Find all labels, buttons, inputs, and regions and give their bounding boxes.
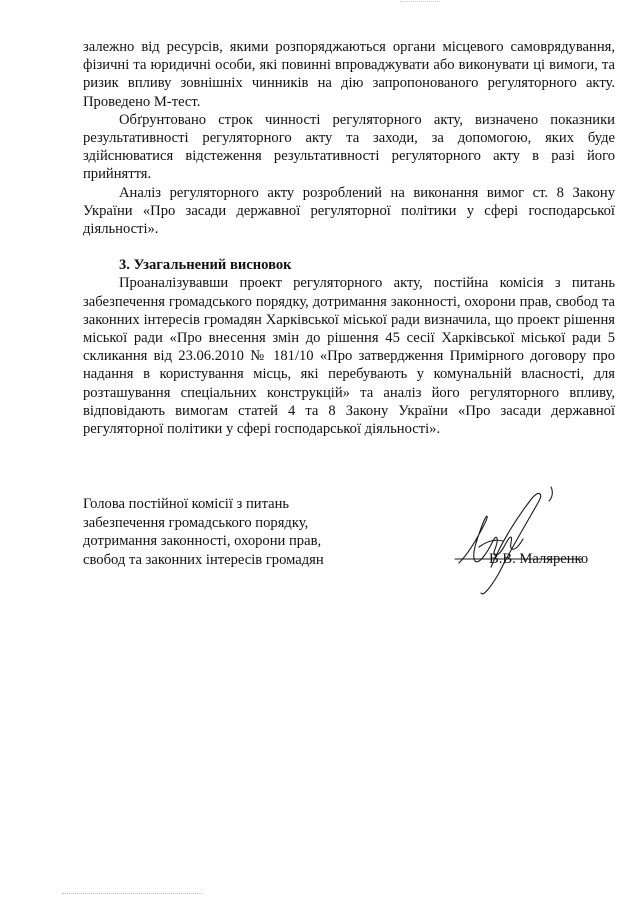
handwritten-signature	[383, 483, 583, 598]
signatory-title-line-1: Голова постійної комісії з питань	[83, 496, 290, 512]
paragraph-conclusion: Проаналізувавши проект регуляторного акту, постійна комісія з питань забезпечення громадського порядку, дотримання законності, охорони прав, свобод та законних інтересів громадян Харківської міської ради визначила, що проект рішення міської ради «Про внесення змін до рішення 45 сесії Харківської міської ради 5 скликання від 23.06.2010 № 181/10 «Про затвердження Примірного договору про надання в користування місць, які перебувають у комунальній власності, для розташування спеціальних конструкцій» та аналіз його регуляторного впливу, відповідають вимогам статей 4 та 8 Закону України «Про засади державної регуляторної політики у сфері господарської діяльності».	[83, 275, 615, 438]
signature-block	[83, 495, 615, 569]
paragraph-analysis-basis: Аналіз регуляторного акту розроблений на виконання вимог ст. 8 Закону України «Про засади державної регуляторної політики у сфері господарської діяльності».	[83, 184, 615, 238]
signatory-title-line-4: свобод та законних інтересів громадян	[83, 551, 324, 568]
signatory-title-line-3: дотримання законності, охорони прав,	[83, 533, 322, 550]
paragraph-continuation: залежно від ресурсів, якими розпоряджаються органи місцевого самоврядування, фізичні та юридичні особи, які повинні впроваджувати або виконувати ці вимоги, та ризик впливу зовнішніх чинників на дію запропонованого регуляторного акту. Проведено М-тест.	[83, 39, 615, 110]
signatory-title-line-2: забезпечення громадського порядку,	[83, 514, 309, 531]
paragraph-term-justification: Обґрунтовано строк чинності регуляторного акту, визначено показники результативності регуляторного акту та заходи, за допомогою, яких буде здійснюватися відстеження результативності регуляторного акту в разі його прийняття.	[83, 111, 615, 183]
signatory-name: В.В. Маляренко	[489, 551, 589, 567]
scan-artifact-top	[400, 1, 440, 3]
section-heading: 3. Узагальнений висновок	[119, 257, 292, 274]
document-body	[83, 38, 615, 438]
scan-artifact-bottom	[62, 893, 202, 896]
spacer	[83, 238, 615, 256]
